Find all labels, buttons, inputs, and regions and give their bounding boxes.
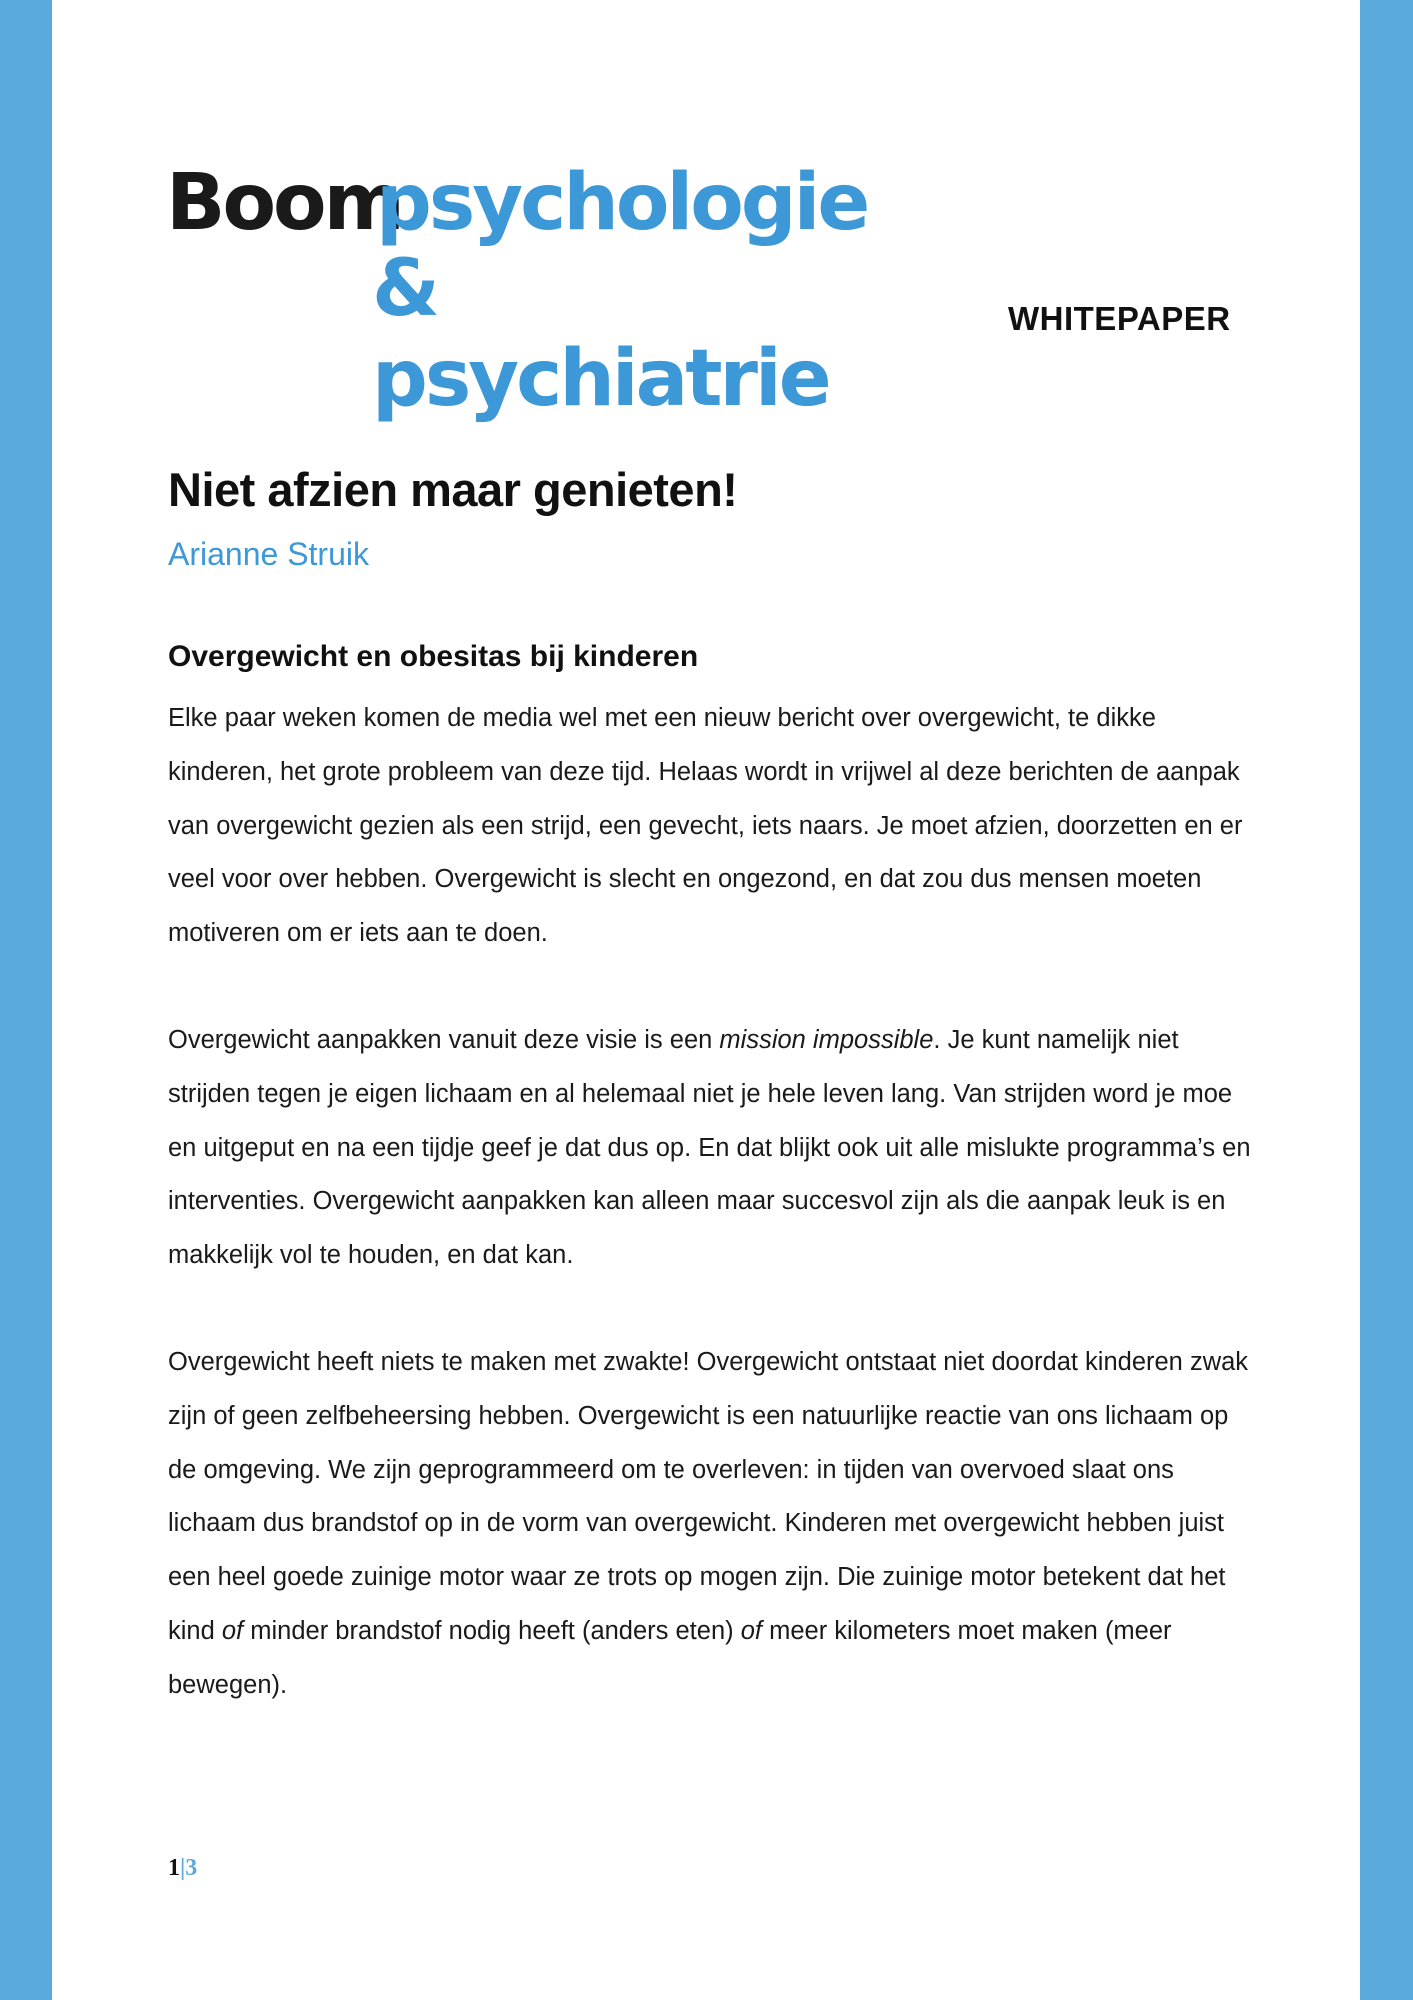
logo-boom-text: Boom: [166, 158, 402, 248]
document-type-label: WHITEPAPER: [1008, 300, 1231, 337]
page-separator: |: [180, 1855, 186, 1881]
paragraph-3-text-part-2: minder brandstof nodig heeft (anders eten): [243, 1616, 741, 1645]
page-total: 3: [185, 1855, 198, 1881]
page-number: [168, 1855, 197, 1882]
section-heading: Overgewicht en obesitas bij kinderen: [168, 640, 699, 673]
paragraph-2-text-end: . Je kunt namelijk niet strijden tegen je eigen lichaam en al helemaal niet je hele leven lang. Van strijden word je moe en uitgeput en na een tijdje geef je dat dus op. En dat blijkt ook uit alle mislukte programma’s en interventies. Overgewicht aanpakken kan alleen maar succesvol zijn als die aanpak leuk is en makkelijk vol te houden, en dat kan.: [168, 1026, 1251, 1270]
author-name: Arianne Struik: [168, 536, 369, 572]
page-current: 1: [168, 1855, 180, 1881]
emphasis-of-1: of: [221, 1616, 244, 1645]
paragraph-2-text-start: Overgewicht aanpakken vanuit deze visie is een: [168, 1026, 720, 1054]
left-accent-bar: [0, 0, 52, 2000]
emphasis-of-2: of: [740, 1616, 762, 1645]
publisher-logo: [166, 158, 886, 424]
paragraph-3-text-part-3: meer kilometers moet maken (meer bewegen).: [168, 1616, 1172, 1699]
body-paragraph-3: [168, 1336, 1253, 1713]
paragraph-3-text-part-1: Overgewicht heeft niets te maken met zwakte! Overgewicht ontstaat niet doordat kinderen zwak zijn of geen zelfbeheersing hebben. Overgewicht is een natuurlijke reactie van ons lichaam op de omgeving. We zijn geprogrammeerd om te overleven: in tijden van overvoed slaat ons lichaam dus brandstof op in de vorm van overgewicht. Kinderen met overgewicht hebben juist een heel goede zuinige motor waar ze trots op mogen zijn. Die zuinige motor betekent dat het kind: [168, 1348, 1249, 1645]
body-paragraph-2: [168, 1014, 1253, 1283]
logo-psychiatrie-text: & psychiatrie: [372, 244, 829, 424]
right-accent-bar: [1360, 0, 1413, 2000]
body-paragraph-1: Elke paar weken komen de media wel met een nieuw bericht over overgewicht, te dikke kinderen, het grote probleem van deze tijd. Helaas wordt in vrijwel al deze berichten de aanpak van overgewicht gezien als een strijd, een gevecht, iets naars. Je moet afzien, doorzetten en er veel voor over hebben. Overgewicht is slecht en ongezond, en dat zou dus mensen moeten motiveren om er iets aan te doen.: [168, 704, 1243, 948]
page-title: Niet afzien maar genieten!: [168, 463, 738, 516]
logo-psychologie-text: psychologie: [376, 158, 868, 248]
emphasis-mission-impossible: mission impossible: [719, 1026, 934, 1054]
